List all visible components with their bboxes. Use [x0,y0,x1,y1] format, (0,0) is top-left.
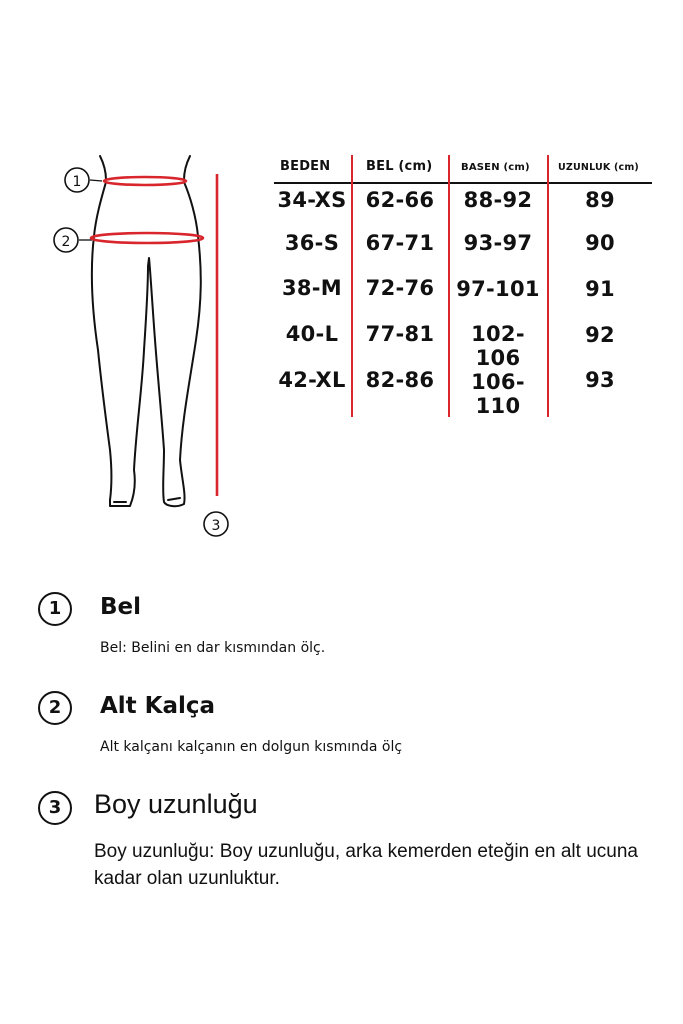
legend-title: Boy uzunluğu [94,789,258,819]
legend-description: Boy uzunluğu: Boy uzunluğu, arka kemerden eteğin en alt ucuna kadar olan uzunluktur. [94,841,638,889]
number-circle: 3 [38,791,72,825]
table-cell: 40-L [285,322,339,346]
table-cell: 93 [585,368,615,392]
number-circle: 2 [38,691,72,725]
marker-label-1: 1 [72,174,82,190]
hip-measure-line [91,233,203,243]
table-cell: 88-92 [463,188,533,212]
number-circle: 1 [38,592,72,626]
size-table [274,155,654,420]
table-cell: 77-81 [365,322,435,346]
table-cell: 82-86 [365,368,435,392]
legend-title: Bel [100,594,142,620]
table-cell: 62-66 [365,188,435,212]
table-cell: 97-101 [456,277,540,301]
marker-label-2: 2 [61,234,71,250]
table-cell: 72-76 [365,276,435,300]
legend-description: Alt kalçanı kalçanın en dolgun kısmında ölç [100,739,403,755]
table-cell: 102-106 [471,322,525,370]
table-cell: 42-XL [278,368,346,392]
leggings-outline-icon [52,150,242,545]
marker-label-3: 3 [211,518,221,534]
table-cell: 89 [585,188,615,212]
header-bel: BEL (cm) [366,159,433,174]
header-uzunluk: UZUNLUK (cm) [558,162,639,173]
table-cell: 67-71 [365,231,435,255]
table-cell: 36-S [284,231,340,255]
table-cell: 91 [585,277,615,301]
waist-measure-line [104,177,186,185]
table-cell: 93-97 [463,231,533,255]
table-cell: 92 [585,323,615,347]
leggings-figure [52,150,242,545]
header-basen: BASEN (cm) [461,162,530,173]
header-rule [274,182,652,184]
legend-title: Alt Kalça [100,693,216,719]
table-cell: 90 [585,231,615,255]
header-beden: BEDEN [280,159,331,174]
legend-description: Bel: Belini en dar kısmından ölç. [100,640,326,656]
column-divider [547,155,549,417]
table-cell: 38-M [281,276,343,300]
table-cell: 106-110 [471,370,525,418]
table-cell: 34-XS [277,188,347,212]
